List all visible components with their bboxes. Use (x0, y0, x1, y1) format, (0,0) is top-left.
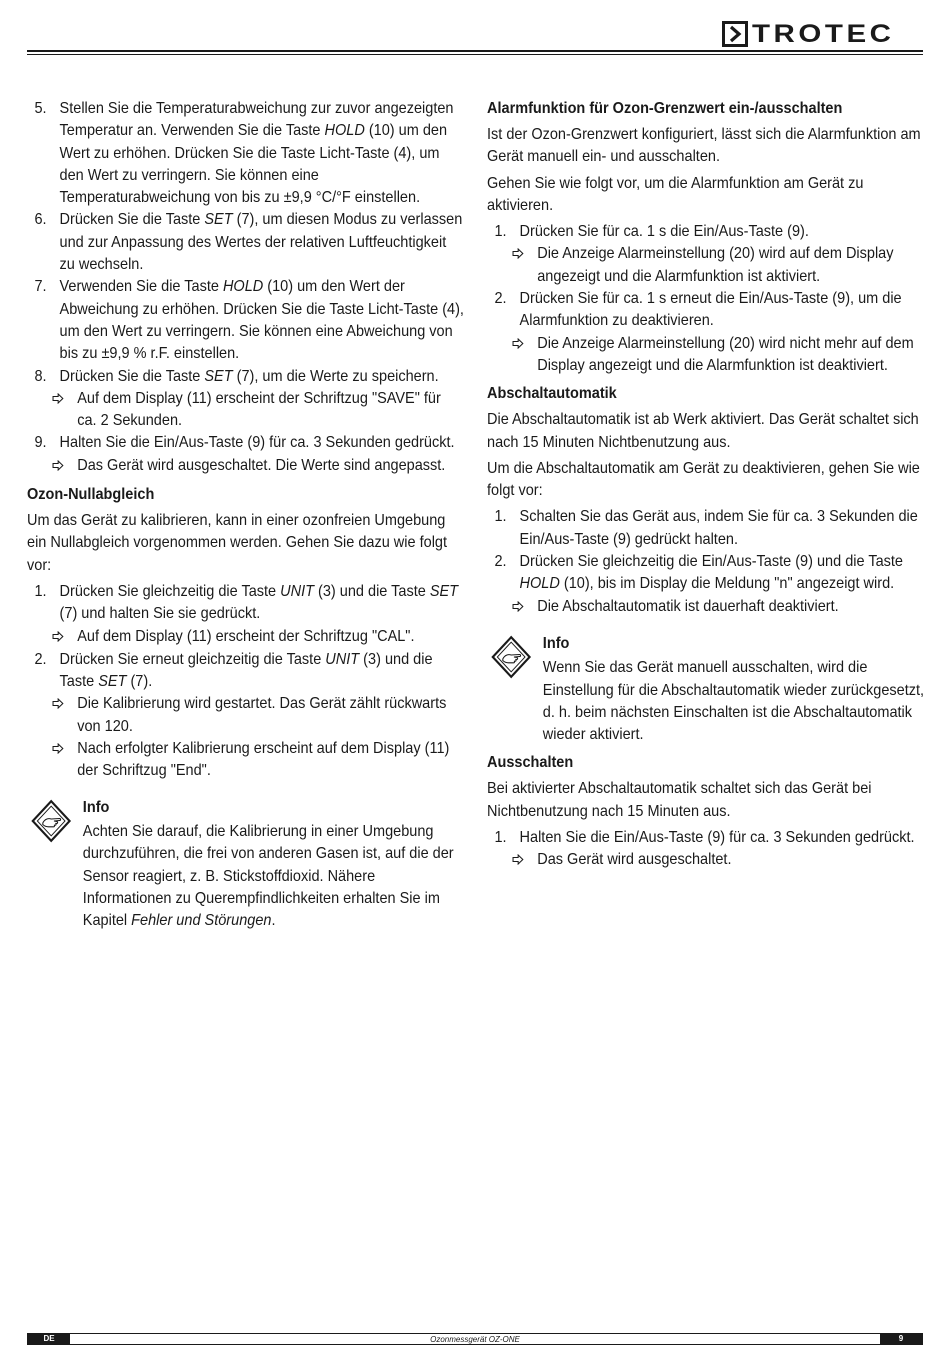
text-run: Drücken Sie die Taste (59, 367, 205, 385)
step-number: 1. (494, 829, 507, 847)
text-run: (10) um den Wert zu erhöhen. Drücken Sie die Taste Licht-Taste (4), um den Wert zu verringern. Sie können eine Temperaturabweichung von bis zu ±9,9 °C/°F einstellen. (59, 122, 448, 207)
step-number: 1. (494, 223, 507, 241)
step-text (520, 827, 925, 849)
result-text: Auf dem Display (11) erscheint der Schriftzug "SAVE" für ca. 2 Sekunden. (77, 389, 441, 430)
info-box-calibration (27, 797, 464, 933)
page-footer (27, 1333, 923, 1345)
arrow-right-outline-icon (52, 455, 77, 478)
text-run: Achten Sie darauf, die Kalibrierung in einer Umgebung durchzuführen, die frei von anderen Gasen ist, auf die der Sensor reagiert, z. B. Stickstoffdioxid. Nähere Informationen zu Querempfindlichkeiten erhalten Sie im Kapitel (82, 822, 454, 930)
step-number: 1. (494, 508, 507, 526)
list-item (27, 432, 464, 454)
text-run: (3) und die Taste (59, 650, 433, 691)
step-number: 1. (34, 582, 47, 600)
para-alarm-2: Gehen Sie wie folgt vor, um die Alarmfunktion am Gerät zu aktivieren. (487, 174, 864, 214)
intro-nullabgleich: Um das Gerät zu kalibrieren, kann in einer ozonfreien Umgebung ein Nullabgleich vorgenommen werden. Gehen Sie dazu wie folgt vor: (27, 512, 448, 574)
text-run: Drücken Sie für ca. 1 s die Ein/Aus-Taste (9). (519, 223, 809, 241)
emphasis-text: UNIT (280, 582, 315, 600)
result-item (52, 626, 464, 649)
steps-list-alarm (487, 221, 924, 377)
step-text (520, 221, 925, 243)
para-abschalt-2: Um die Abschaltautomatik am Gerät zu deaktivieren, gehen Sie wie folgt vor: (487, 459, 920, 500)
brand-name: TROTEC (752, 20, 895, 48)
list-item (487, 288, 924, 333)
header-rule (27, 50, 923, 52)
list-item (27, 581, 464, 626)
info-title: Info (82, 798, 110, 816)
step-number: 5. (34, 100, 47, 117)
result-item (52, 738, 464, 783)
result-text: Die Kalibrierung wird gestartet. Das Gerät zählt rückwarts von 120. (77, 695, 447, 735)
pointing-hand-diamond-icon (27, 797, 83, 933)
text-run: . (271, 912, 276, 930)
text-run: (7), um diesen Modus zu verlassen und zur Anpassung des Wertes der relativen Luftfeuchtigkeit zu wechseln. (59, 211, 463, 274)
text-run: Drücken Sie erneut gleichzeitig die Taste (59, 650, 326, 668)
text-run: Halten Sie die Ein/Aus-Taste (9) für ca. 3 Sekunden gedrückt. (59, 434, 455, 452)
result-text: Die Anzeige Alarmeinstellung (20) wird nicht mehr auf dem Display angezeigt und die Alarmfunktion ist deaktiviert. (537, 334, 914, 374)
text-run: Verwenden Sie die Taste (59, 278, 223, 296)
para-abschalt-1: Die Abschaltautomatik ist ab Werk aktiviert. Das Gerät schaltet sich nach 15 Minuten Nichtbenutzung aus. (487, 411, 919, 451)
arrow-right-outline-icon (512, 849, 537, 872)
arrow-right-outline-icon (52, 693, 77, 738)
footer-language: DE (28, 1333, 70, 1345)
info-text (83, 821, 464, 932)
arrow-right-outline-icon (512, 243, 537, 288)
step-number: 6. (34, 211, 47, 229)
footer-page-number: 9 (880, 1333, 922, 1345)
arrow-right-outline-icon (512, 596, 537, 619)
step-text (60, 209, 465, 276)
heading-abschaltautomatik: Abschaltautomatik (487, 385, 617, 403)
steps-list-settings (27, 98, 464, 478)
emphasis-text: SET (204, 211, 233, 229)
text-run: (10) um den Wert der Abweichung zu erhöhen. Drücken Sie die Taste Licht-Taste (4), um den Wert zu verringern. Sie können eine Abweichung von bis zu ±9,9 % r.F. einstellen. (59, 278, 464, 363)
result-text: Die Abschaltautomatik ist dauerhaft deaktiviert. (537, 597, 839, 615)
step-text (60, 432, 465, 454)
right-column (487, 98, 924, 873)
step-text (520, 551, 925, 596)
heading-alarmfunktion: Alarmfunktion für Ozon-Grenzwert ein-/ausschalten (487, 100, 843, 117)
step-number: 2. (494, 290, 507, 308)
result-item (512, 596, 924, 619)
list-item (487, 551, 924, 596)
text-run: Halten Sie die Ein/Aus-Taste (9) für ca. 3 Sekunden gedrückt. (519, 829, 915, 847)
text-run: Drücken Sie gleichzeitig die Taste (59, 582, 281, 600)
info-body (83, 797, 464, 933)
text-run: (10), bis im Display die Meldung "n" angezeigt wird. (559, 575, 895, 593)
arrow-right-outline-icon (52, 738, 77, 783)
para-ausschalten: Bei aktivierter Abschaltautomatik schaltet sich das Gerät bei Nichtbenutzung nach 15 Minuten aus. (487, 780, 872, 820)
emphasis-text: UNIT (325, 650, 360, 668)
text-run: (3) und die Taste (314, 582, 430, 600)
result-item (512, 243, 924, 288)
result-item (512, 849, 924, 872)
info-title: Info (542, 634, 570, 652)
emphasis-text: SET (204, 367, 233, 385)
result-text: Nach erfolgter Kalibrierung erscheint auf dem Display (11) der Schriftzug "End". (77, 740, 450, 780)
step-number: 2. (494, 553, 507, 571)
emphasis-text: SET (429, 582, 459, 600)
result-item (52, 693, 464, 738)
step-text (60, 581, 465, 626)
heading-ausschalten: Ausschalten (487, 754, 574, 772)
result-text: Auf dem Display (11) erscheint der Schriftzug "CAL". (77, 627, 415, 645)
info-body (543, 633, 924, 746)
info-box-abschalt (487, 633, 924, 746)
list-item (27, 649, 464, 694)
arrow-right-outline-icon (52, 626, 77, 649)
emphasis-text: HOLD (222, 278, 264, 296)
steps-list-nullabgleich (27, 581, 464, 783)
step-text (520, 288, 925, 333)
result-item (52, 388, 464, 433)
emphasis-text: HOLD (519, 575, 560, 593)
text-run: Wenn Sie das Gerät manuell ausschalten, wird die Einstellung für die Abschaltautomatik wieder zurückgesetzt, d. h. beim nächsten Einschalten ist die Abschaltautomatik wieder aktiviert. (542, 659, 925, 744)
text-run: Drücken Sie gleichzeitig die Ein/Aus-Taste (9) und die Taste (519, 553, 903, 571)
arrow-right-outline-icon (52, 388, 77, 433)
info-text (543, 657, 924, 746)
result-text: Die Anzeige Alarmeinstellung (20) wird auf dem Display angezeigt und die Alarmfunktion ist aktiviert. (537, 245, 894, 285)
steps-list-abschalt (487, 506, 924, 618)
emphasis-text: HOLD (324, 122, 365, 140)
step-text (520, 506, 925, 551)
left-column (27, 98, 464, 938)
text-run: Stellen Sie die Temperaturabweichung zur zuvor angezeigten Temperatur an. Verwenden Sie die Taste (59, 100, 454, 140)
result-text: Das Gerät wird ausgeschaltet. (537, 851, 732, 869)
step-text (60, 98, 465, 209)
header-rule-thin (27, 54, 923, 55)
text-run: (7). (126, 673, 153, 691)
result-item (52, 455, 464, 478)
step-text (60, 649, 465, 694)
text-run: (7) und halten Sie sie gedrückt. (59, 605, 261, 623)
list-item (27, 209, 464, 276)
emphasis-text: SET (98, 673, 127, 691)
steps-list-ausschalten (487, 827, 924, 873)
list-item (27, 98, 464, 209)
arrow-right-outline-icon (512, 333, 537, 378)
text-run: Drücken Sie für ca. 1 s erneut die Ein/Aus-Taste (9), um die Alarmfunktion zu deaktivieren. (519, 290, 902, 330)
list-item (27, 276, 464, 365)
para-alarm-1: Ist der Ozon-Grenzwert konfiguriert, lässt sich die Alarmfunktion am Gerät manuell ein- und ausschalten. (487, 126, 921, 166)
text-run: Schalten Sie das Gerät aus, indem Sie für ca. 3 Sekunden die Ein/Aus-Taste (9) gedrückt halten. (519, 508, 918, 548)
list-item (487, 827, 924, 849)
text-run: (7), um die Werte zu speichern. (232, 367, 439, 385)
step-text (60, 276, 465, 365)
step-number: 9. (34, 434, 47, 452)
step-number: 7. (34, 278, 47, 296)
step-text (60, 366, 465, 388)
emphasis-text: Fehler und Störungen (131, 912, 272, 930)
list-item (27, 366, 464, 388)
footer-product: Ozonmessgerät OZ-ONE (430, 1335, 520, 1344)
text-run: Drücken Sie die Taste (59, 211, 205, 229)
step-number: 2. (34, 650, 47, 668)
heading-ozon-nullabgleich: Ozon-Nullabgleich (27, 486, 155, 504)
result-item (512, 333, 924, 378)
logo-chevron-icon (722, 21, 748, 47)
step-number: 8. (34, 367, 47, 385)
trotec-logo (722, 20, 895, 48)
result-text: Das Gerät wird ausgeschaltet. Die Werte sind angepasst. (77, 456, 446, 474)
list-item (487, 221, 924, 243)
pointing-hand-diamond-icon (487, 633, 543, 746)
list-item (487, 506, 924, 551)
